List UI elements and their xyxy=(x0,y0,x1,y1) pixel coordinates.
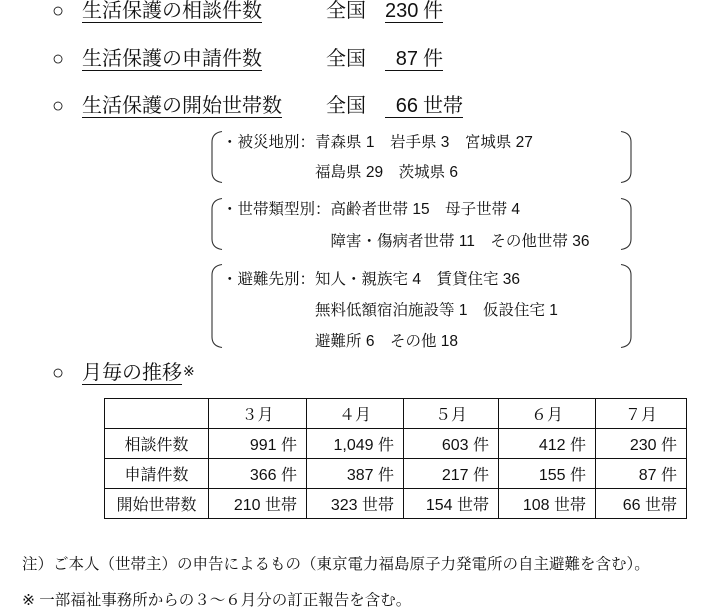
heading-scope: 全国 xyxy=(326,0,366,22)
row-header: 申請件数 xyxy=(105,459,209,489)
table-cell: 1,049 件 xyxy=(307,429,404,459)
left-bracket xyxy=(212,265,222,348)
value-number: 66 xyxy=(395,95,418,117)
table-cell: 154 世帯 xyxy=(404,489,499,519)
heading-scope: 全国 xyxy=(326,48,366,70)
heading-value xyxy=(385,96,463,118)
breakdown-line: 知人・親族宅 4 賃貸住宅 36 xyxy=(315,271,520,288)
breakdown-category: ・避難先別： xyxy=(222,271,316,288)
table-cell: 155 件 xyxy=(499,459,596,489)
breakdown-line: 高齢者世帯 15 母子世帯 4 xyxy=(330,201,520,218)
heading-label: 生活保護の相談件数 xyxy=(82,0,262,22)
value-unit: 件 xyxy=(423,48,443,70)
table-cell: 217 件 xyxy=(404,459,499,489)
table-cell: 323 世帯 xyxy=(307,489,404,519)
table-cell: 366 件 xyxy=(209,459,307,489)
breakdown-by-evacuation-destination xyxy=(211,264,633,348)
column-header: ７月 xyxy=(596,399,687,429)
monthly-trend-heading xyxy=(0,363,700,387)
note-reference-mark: ※ xyxy=(183,363,195,379)
breakdown-text xyxy=(222,194,589,258)
table-cell: 991 件 xyxy=(209,429,307,459)
breakdown-line: 青森県 1 岩手県 3 宮城県 27 xyxy=(315,134,533,151)
table-cell: 387 件 xyxy=(307,459,404,489)
heading-label: 生活保護の申請件数 xyxy=(82,48,262,70)
right-bracket xyxy=(621,199,631,250)
application-count-heading xyxy=(0,49,700,73)
breakdown-text xyxy=(222,264,558,357)
left-bracket xyxy=(212,132,222,183)
breakdown-category: ・被災地別： xyxy=(222,134,316,151)
breakdown-line: 障害・傷病者世帯 11 その他世帯 36 xyxy=(330,233,590,250)
table-row xyxy=(105,429,687,459)
monthly-label-group xyxy=(82,363,195,385)
value-unit: 件 xyxy=(423,0,443,22)
table-cell: 603 件 xyxy=(404,429,499,459)
breakdown-lines xyxy=(331,194,590,258)
table-cell: 412 件 xyxy=(499,429,596,459)
note-self-report: 注）ご本人（世帯主）の申告によるもの（東京電力福島原子力発電所の自主避難を含む）。 xyxy=(22,556,650,573)
breakdown-by-disaster-area xyxy=(211,131,633,183)
bullet-circle-icon: ○ xyxy=(52,95,65,117)
right-bracket xyxy=(621,132,631,183)
breakdown-by-household-type xyxy=(211,198,633,250)
heading-label: 月毎の推移 xyxy=(82,362,182,384)
breakdown-category: ・世帯類型別： xyxy=(222,201,331,218)
breakdown-line: 無料低額宿泊施設等 1 仮設住宅 1 xyxy=(315,302,558,319)
breakdown-lines xyxy=(315,128,533,188)
column-header: ３月 xyxy=(209,399,307,429)
column-header: ６月 xyxy=(499,399,596,429)
value-number: 230 xyxy=(385,0,419,22)
table-cell: 87 件 xyxy=(596,459,687,489)
row-header: 相談件数 xyxy=(105,429,209,459)
breakdown-line: 避難所 6 その他 18 xyxy=(315,333,458,350)
left-bracket xyxy=(212,199,222,250)
note-correction-report: ※ 一部福祉事務所からの３～６月分の訂正報告を含む。 xyxy=(22,592,412,609)
started-households-heading xyxy=(0,96,700,120)
bullet-circle-icon: ○ xyxy=(52,48,65,70)
table-cell: 210 世帯 xyxy=(209,489,307,519)
heading-scope: 全国 xyxy=(326,95,366,117)
heading-value xyxy=(385,1,443,23)
consultation-count-heading xyxy=(0,1,700,25)
table-cell: 230 件 xyxy=(596,429,687,459)
value-number: 87 xyxy=(395,48,418,70)
row-header: 開始世帯数 xyxy=(105,489,209,519)
bullet-circle-icon: ○ xyxy=(52,0,65,22)
breakdown-line: 福島県 29 茨城県 6 xyxy=(315,164,458,181)
table-cell: 66 世帯 xyxy=(596,489,687,519)
table-cell: 108 世帯 xyxy=(499,489,596,519)
table-row xyxy=(105,489,687,519)
table-row xyxy=(105,459,687,489)
monthly-trend-table xyxy=(104,398,687,519)
column-header: ５月 xyxy=(404,399,499,429)
table-corner-cell xyxy=(105,399,209,429)
breakdown-text xyxy=(222,128,533,188)
heading-label: 生活保護の開始世帯数 xyxy=(82,95,282,117)
table-header-row xyxy=(105,399,687,429)
breakdown-lines xyxy=(315,264,558,357)
column-header: ４月 xyxy=(307,399,404,429)
bullet-circle-icon: ○ xyxy=(52,362,65,384)
value-unit: 世帯 xyxy=(423,95,463,117)
heading-value xyxy=(385,49,443,71)
right-bracket xyxy=(621,265,631,348)
